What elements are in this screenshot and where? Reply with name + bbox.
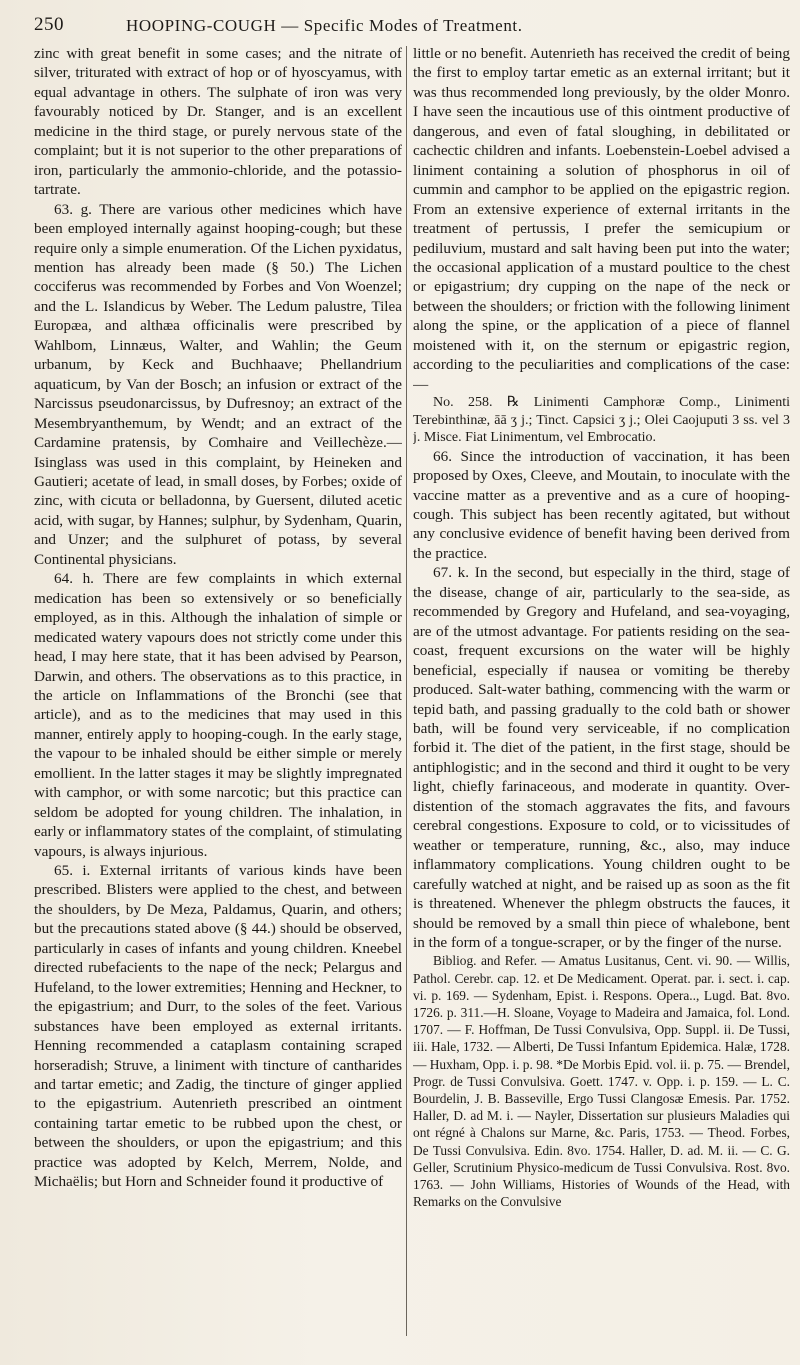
right-column xyxy=(413,44,790,1344)
paragraph-continuation: zinc with great benefit in some cases; and the nitrate of silver, triturated with extract of hop or of hyoscyamus, with equal advantage in others. The sulphate of iron was very favourably noticed by Dr. Stanger, and is an excellent medicine in the third stage, or purely nervous state of the complaint; but it is not superior to the other preparations of iron, particularly the ammonio-chloride, and the potassio-tartrate. xyxy=(34,45,402,199)
running-head: HOOPING-COUGH — Specific Modes of Treatment. xyxy=(126,16,523,35)
paragraph-65: 65. i. External irritants of various kinds have been prescribed. Blisters were applied to the chest, and between the shoulders, by De Meza, Paldamus, Quarin, and others; but the precautions stated above (§ 44.) should be observed, particularly in cases of infants and young children. Kneebel directed rubefacients to the nape of the neck; Pelargus and Hufeland, to the lower extremities; Henning and Heckner, to the epigastrium; and Durr, to the soles of the feet. Various substances have been employed as external irritants. Henning recommended a cataplasm containing scraped horseradish; Struve, a liniment with tincture of cantharides and tartar emetic; and Zadig, the tincture of ginger applied to the epigastrium. Autenrieth prescribed an ointment containing tartar emetic to be rubbed upon the chest, or between the shoulders, or upon the epigastrium; and this practice was adopted by Kelch, Merrem, Nolde, and Michaëlis; but Horn and Schneider found it productive of xyxy=(34,862,402,1191)
paragraph-64: 64. h. There are few complaints in which external medication has been so extensively or so beneficially employed, as in this. Although the inhalation of simple or medicated watery vapours does not strictly come under this head, I may here state, that it has been advised by Pearson, Darwin, and others. The observations as to this practice, in the article on Inflammations of the Bronchi (see that article), and as to the medicines that may used in this manner, entirely apply to hooping-cough. In the early stage, the vapour to be inhaled should be either simple or merely emollient. In the latter stages it may be slightly impregnated with camphor, or with some narcotic; but this practice can seldom be adopted for young children. The inhalation, in early or inflammatory states of the complaint, of stimulating vapours, is always injurious. xyxy=(34,570,402,860)
paragraph-66: 66. Since the introduction of vaccination, it has been proposed by Oxes, Cleeve, and Moutain, to inoculate with the vaccine matter as a preventive and as a cure of hooping-cough. This subject has been recently agitated, but without any conclusive evidence of benefit having been derived from the practice. xyxy=(413,447,790,562)
column-divider xyxy=(406,46,407,1336)
page-number: 250 xyxy=(34,14,64,35)
paragraph-63: 63. g. There are various other medicines which have been employed internally against hooping-cough; but these require only a simple enumeration. Of the Lichen pyxidatus, mention has already been made (§ 50.) The Lichen cocciferus was recommended by Forbes and Von Woenzel; and the L. Islandicus by Weber. The Ledum palustre, Tilea Europæa, and althæa officinalis were prescribed by Wahlbom, Linnæus, Walter, and Wahlin; the Geum urbanum, by Keck and Buchhaave; Phellandrium aquaticum, by Van der Bosch; an infusion or extract of the Narcissus pseudonarcissus, by Dufresnoy; an extract of the Mesembryanthemum, by Wendt; and an extract of the Cardamine pratensis, by Comhaire and Veillechèze.—Isinglass was used in this complaint, by Heineken and Gautieri; acetate of lead, in small doses, by Forbes; oxide of zinc, with cicuta or belladonna, by Guersent, diluted acetic acid, with sugar, by Hannes; sulphur, by Sydenham, Quarin, and Unzer; and the sulphuret of potass, by several Continental physicians. xyxy=(34,200,402,568)
paragraph-67: 67. k. In the second, but especially in the third, stage of the disease, change of air, particularly to the sea-side, as recommended by Gregory and Hufeland, and sea-voyaging, are of the utmost advantage. For patients residing on the sea-coast, frequent excursions on the water will be highly beneficial, especially if nausea or vomiting be thereby produced. Salt-water bathing, commencing with the warm or tepid bath, and passing gradually to the cold bath or shower bath, will be found very serviceable, if no complication forbid it. The diet of the patient, in the first stage, should be antiphlogistic; and in the second and third it ought to be very light, chiefly farinaceous, and moderate in quantity. Over-distention of the stomach aggravates the fits, and favours cerebral congestions. Exposure to cold, or to vicissitudes of weather or temperature, running, &c., also, may induce inflammatory complications. Young children ought to be carefully watched at night, and be raised up as soon as the fit is threatened. Whenever the phlegm obstructs the fauces, it should be removed by a small thin piece of whalebone, bent in the form of a tongue-scraper, or by the finger of the nurse. xyxy=(413,564,790,951)
paragraph-65-continued: little or no benefit. Autenrieth has received the credit of being the first to employ tartar emetic as an external irritant; but it was thus recommended long previously, by the older Monro. I have seen the incautious use of this ointment productive of dangerous, and even of fatal sloughing, in debilitated or cachectic children and infants. Loebenstein-Loebel advised a liniment containing a solution of phosphorus in oil of cummin and camphor to be applied on the epigastric region. From an extensive experience of external irritants in the treatment of pertussis, I prefer the semicupium or pediluvium, mustard and salt having been put into the water; the occasional application of a mustard poultice to the chest or epigastrium; dry cupping on the nape of the neck or between the shoulders; or friction with the following liniment along the spine, or the application of a piece of flannel moistened with it, on the sternum or epigastric region, according to the peculiarities and complications of the case: — xyxy=(413,45,790,393)
bibliography: Bibliog. and Refer. — Amatus Lusitanus, Cent. vi. 90. — Willis, Pathol. Cerebr. cap. 12. et De Medicament. Operat. par. i. sect. i. cap. vi. p. 169. — Sydenham, Epist. i. Respons. Opera.., Lugd. Bat. 8vo. 1726. p. 311.—H. Sloane, Voyage to Madeira and Jamaica, fol. Lond. 1707. — F. Hoffman, De Tussi Convulsiva, Opp. Suppl. ii. De Tussi, iii. Hale, 1732. — Alberti, De Tussi Infantum Epidemica. Halæ, 1728. — Huxham, Opp. i. p. 98. *De Morbis Epid. vol. ii. p. 75. — Brendel, Progr. de Tussi Convulsiva. Goett. 1747. v. Opp. i. p. 159. — L. C. Bourdelin, J. B. Basseville, Ergo Tussi Clangosæ Emesis. Par. 1752. Haller, D. ad M. i. — Nayler, Dissertation sur plusieurs Maladies qui ont régné à Chalons sur Marne, &c. Paris, 1753. — Theod. Forbes, De Tussi Convulsiva. Edin. 8vo. 1754. Haller, D. ad. M. ii. — C. G. Geller, Scrutinium Physico-medicum de Tussi Convulsiva. Rost. 8vo. 1763. — John Williams, Histories of Wounds of the Head, with Remarks on the Convulsive xyxy=(413,953,790,1210)
prescription-258: No. 258. ℞ Linimenti Camphoræ Comp., Linimenti Terebinthinæ, āā ʒ j.; Tinct. Capsici ʒ j.; Olei Caojuputi 3 ss. vel 3 j. Misce. Fiat Linimentum, vel Embrocatio. xyxy=(413,395,790,446)
left-column xyxy=(34,44,402,1344)
page-header xyxy=(34,14,794,40)
